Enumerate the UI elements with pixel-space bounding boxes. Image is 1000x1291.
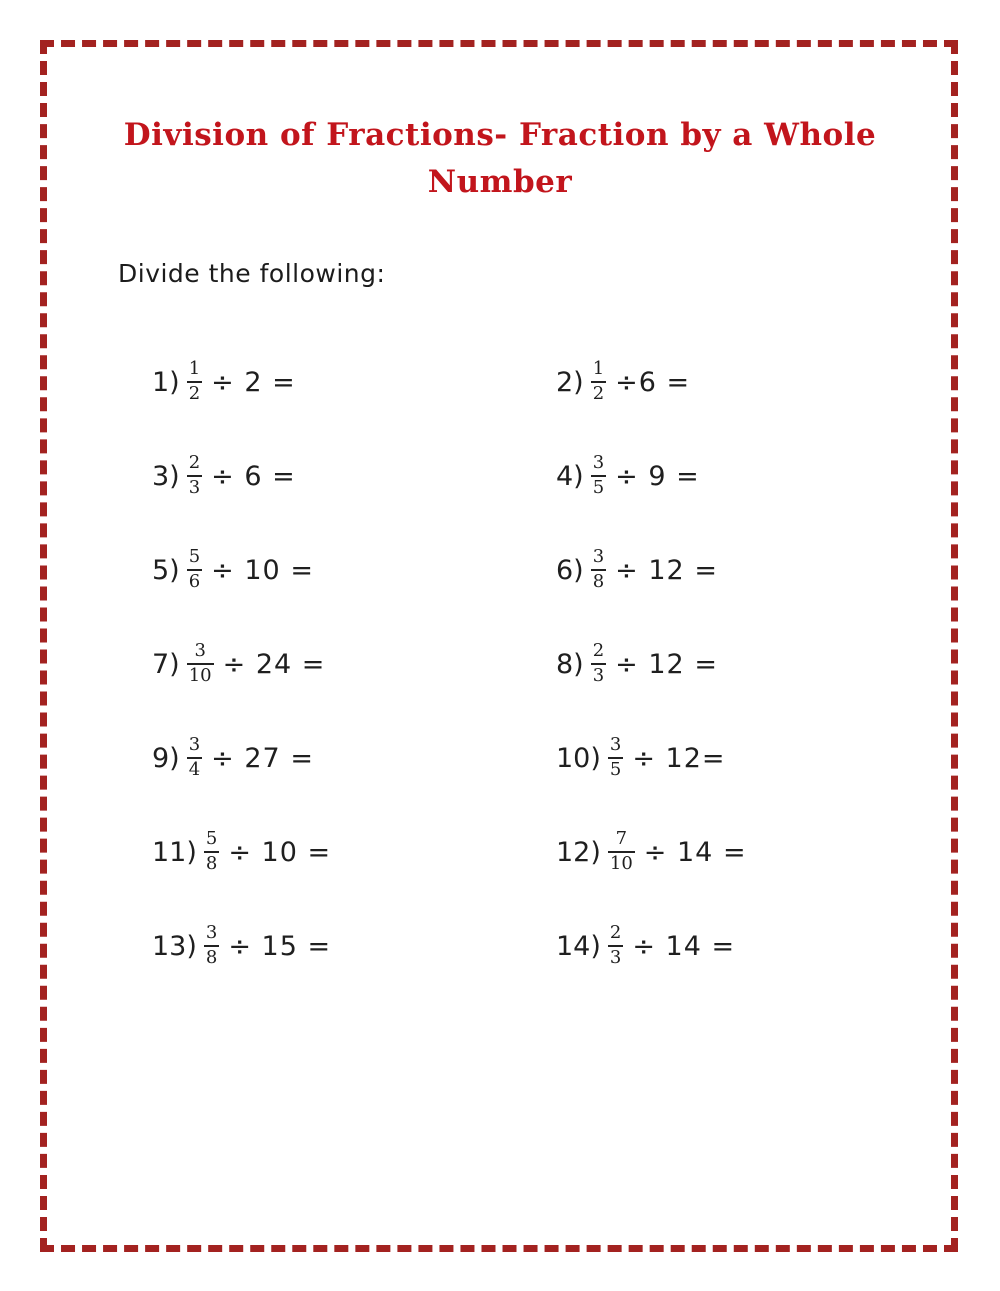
worksheet-title xyxy=(70,112,930,206)
fraction-denominator: 3 xyxy=(609,947,622,968)
problem-11 xyxy=(152,829,556,874)
fraction xyxy=(187,641,214,686)
expression: ÷ 2 = xyxy=(211,366,296,398)
problem-4 xyxy=(556,453,954,498)
problem-number: 5) xyxy=(152,554,180,586)
problem-number: 9) xyxy=(152,742,180,774)
fraction xyxy=(608,829,635,874)
fraction xyxy=(608,923,623,968)
problem-number: 7) xyxy=(152,648,180,680)
fraction-denominator: 3 xyxy=(592,665,605,686)
expression: ÷ 12= xyxy=(632,742,726,774)
problem-number: 2) xyxy=(556,366,584,398)
problem-14 xyxy=(556,923,954,968)
fraction-denominator: 10 xyxy=(188,665,212,686)
fraction-denominator: 5 xyxy=(592,477,605,498)
problem-number: 12) xyxy=(556,836,601,868)
expression: ÷ 10 = xyxy=(211,554,314,586)
fraction-numerator: 1 xyxy=(188,358,201,380)
fraction-denominator: 8 xyxy=(592,571,605,592)
expression: ÷ 10 = xyxy=(228,836,332,868)
expression: ÷ 9 = xyxy=(615,460,700,492)
fraction xyxy=(187,547,202,592)
fraction-denominator: 8 xyxy=(205,853,218,874)
expression: ÷ 6 = xyxy=(211,460,296,492)
problem-5 xyxy=(152,547,556,592)
fraction-numerator: 3 xyxy=(609,734,622,756)
expression: ÷ 27 = xyxy=(211,742,314,774)
fraction xyxy=(591,359,606,404)
fraction-numerator: 2 xyxy=(609,922,622,944)
fraction-denominator: 10 xyxy=(609,853,633,874)
worksheet-title-line1: Division of Fractions- Fraction by a Whole xyxy=(123,117,877,153)
fraction-numerator: 7 xyxy=(615,828,628,850)
problem-number: 13) xyxy=(152,930,197,962)
fraction-numerator: 2 xyxy=(188,452,201,474)
fraction xyxy=(187,453,202,498)
fraction-numerator: 3 xyxy=(592,546,605,568)
problem-12 xyxy=(556,829,954,874)
problem-9 xyxy=(152,735,556,780)
problem-13 xyxy=(152,923,556,968)
expression: ÷ 15 = xyxy=(228,930,332,962)
expression: ÷ 12 = xyxy=(615,554,718,586)
problem-8 xyxy=(556,641,954,686)
fraction-denominator: 5 xyxy=(609,759,622,780)
instruction-text: Divide the following: xyxy=(118,259,386,288)
problem-3 xyxy=(152,453,556,498)
problem-number: 6) xyxy=(556,554,584,586)
fraction-numerator: 5 xyxy=(188,546,201,568)
fraction-numerator: 3 xyxy=(188,734,201,756)
worksheet-title-line2: Number xyxy=(427,164,573,200)
problem-number: 4) xyxy=(556,460,584,492)
problems-grid xyxy=(152,335,954,993)
problem-2 xyxy=(556,359,954,404)
fraction xyxy=(591,453,606,498)
fraction-numerator: 1 xyxy=(592,358,605,380)
fraction-denominator: 3 xyxy=(188,477,201,498)
expression: ÷ 12 = xyxy=(615,648,718,680)
fraction xyxy=(204,829,219,874)
problem-7 xyxy=(152,641,556,686)
expression: ÷ 24 = xyxy=(222,648,326,680)
problem-1 xyxy=(152,359,556,404)
fraction xyxy=(608,735,623,780)
fraction-denominator: 8 xyxy=(205,947,218,968)
fraction xyxy=(591,547,606,592)
expression: ÷ 14 = xyxy=(632,930,736,962)
fraction xyxy=(187,359,202,404)
fraction xyxy=(591,641,606,686)
problem-number: 14) xyxy=(556,930,601,962)
fraction-numerator: 3 xyxy=(592,452,605,474)
problem-number: 3) xyxy=(152,460,180,492)
problem-number: 10) xyxy=(556,742,601,774)
expression: ÷6 = xyxy=(615,366,691,398)
fraction-denominator: 2 xyxy=(592,383,605,404)
fraction-denominator: 6 xyxy=(188,571,201,592)
fraction xyxy=(187,735,202,780)
fraction xyxy=(204,923,219,968)
problem-10 xyxy=(556,735,954,780)
fraction-numerator: 3 xyxy=(205,922,218,944)
problem-number: 1) xyxy=(152,366,180,398)
problem-6 xyxy=(556,547,954,592)
problem-number: 11) xyxy=(152,836,197,868)
fraction-numerator: 5 xyxy=(205,828,218,850)
expression: ÷ 14 = xyxy=(643,836,747,868)
fraction-numerator: 3 xyxy=(194,640,206,662)
fraction-denominator: 2 xyxy=(188,383,201,404)
fraction-denominator: 4 xyxy=(188,759,201,780)
fraction-numerator: 2 xyxy=(592,640,605,662)
problem-number: 8) xyxy=(556,648,584,680)
